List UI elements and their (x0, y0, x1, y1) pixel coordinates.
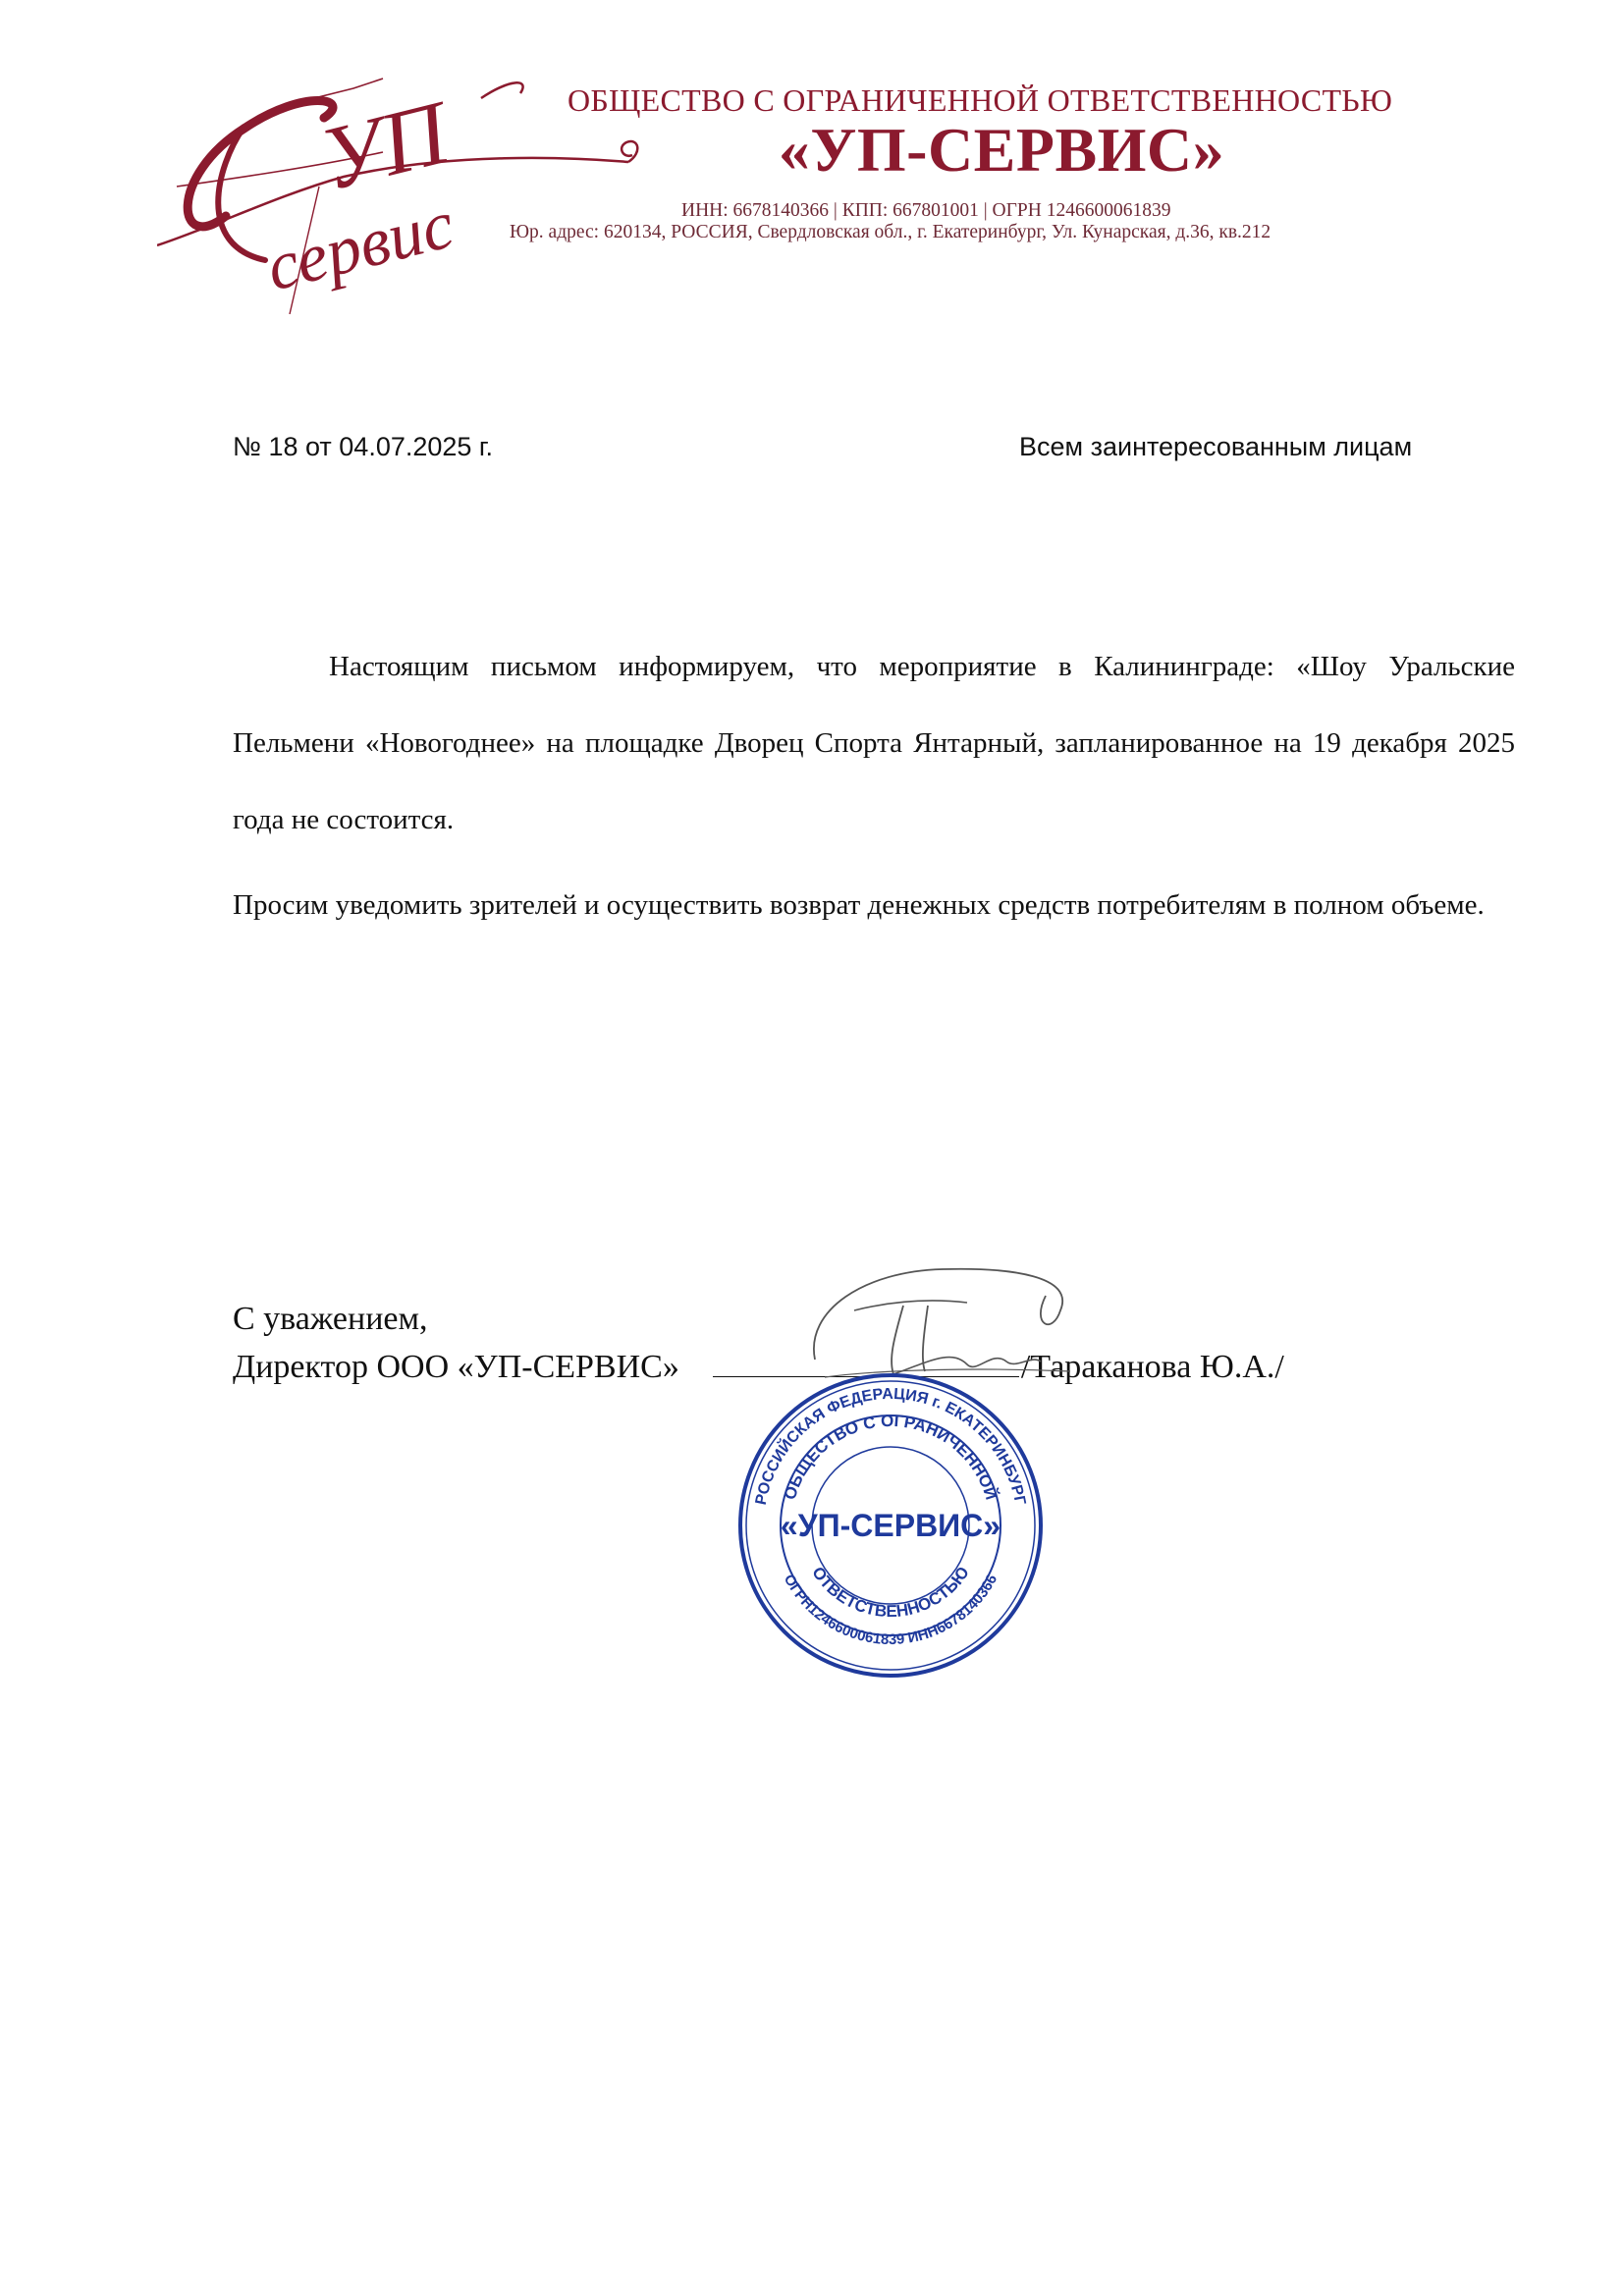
letterhead-address: Юр. адрес: 620134, РОССИЯ, Свердловская обл., г. Екатеринбург, Ул. Кунарская, д.36, кв.212 (510, 222, 1271, 242)
letterhead-company-name: «УП-СЕРВИС» (778, 115, 1225, 185)
stamp-bottom-inner-text: ОТВЕТСТВЕННОСТЬЮ (808, 1563, 973, 1622)
letterhead-company-type: ОБЩЕСТВО С ОГРАНИЧЕННОЙ ОТВЕТСТВЕННОСТЬЮ (568, 82, 1393, 118)
body-paragraph-1: Настоящим письмом информируем, что мероприятие в Калининграде: «Шоу Уральские Пельмени «Новогоднее» на площадке Дворец Спорта Янтарный, запланированное на 19 декабря 2025 года не состоится. (233, 651, 1515, 835)
svg-text:ОТВЕТСТВЕННОСТЬЮ (808, 1563, 973, 1621)
letter-addressee: Всем заинтересованным лицам (1019, 432, 1413, 461)
body-paragraph-2: Просим уведомить зрителей и осуществить возврат денежных средств потребителям в полном объеме. (233, 889, 1485, 921)
logo-text-top: УП (310, 81, 458, 210)
signer-position: Директор ООО «УП-СЕРВИС» (233, 1349, 679, 1385)
stamp-inner-text: ОБЩЕСТВО С ОГРАНИЧЕННОЙ (780, 1411, 1001, 1503)
closing-regards: С уважением, (233, 1301, 428, 1337)
logo-text-bottom: сервис (258, 187, 461, 306)
stamp-outer-text: РОССИЙСКАЯ ФЕДЕРАЦИЯ г. ЕКАТЕРИНБУРГ (752, 1385, 1029, 1507)
stamp-bottom-outer-text: ОГРН1246600061839 ИНН6678140366 (780, 1572, 1001, 1649)
stamp-center-text: «УП-СЕРВИС» (780, 1508, 1001, 1543)
company-stamp (734, 1369, 1047, 1682)
letterhead-requisites: ИНН: 6678140366 | КПП: 667801001 | ОГРН 1246600061839 (681, 200, 1171, 221)
signer-name: /Тараканова Ю.А./ (1020, 1349, 1284, 1385)
letter-number-date: № 18 от 04.07.2025 г. (233, 432, 493, 461)
